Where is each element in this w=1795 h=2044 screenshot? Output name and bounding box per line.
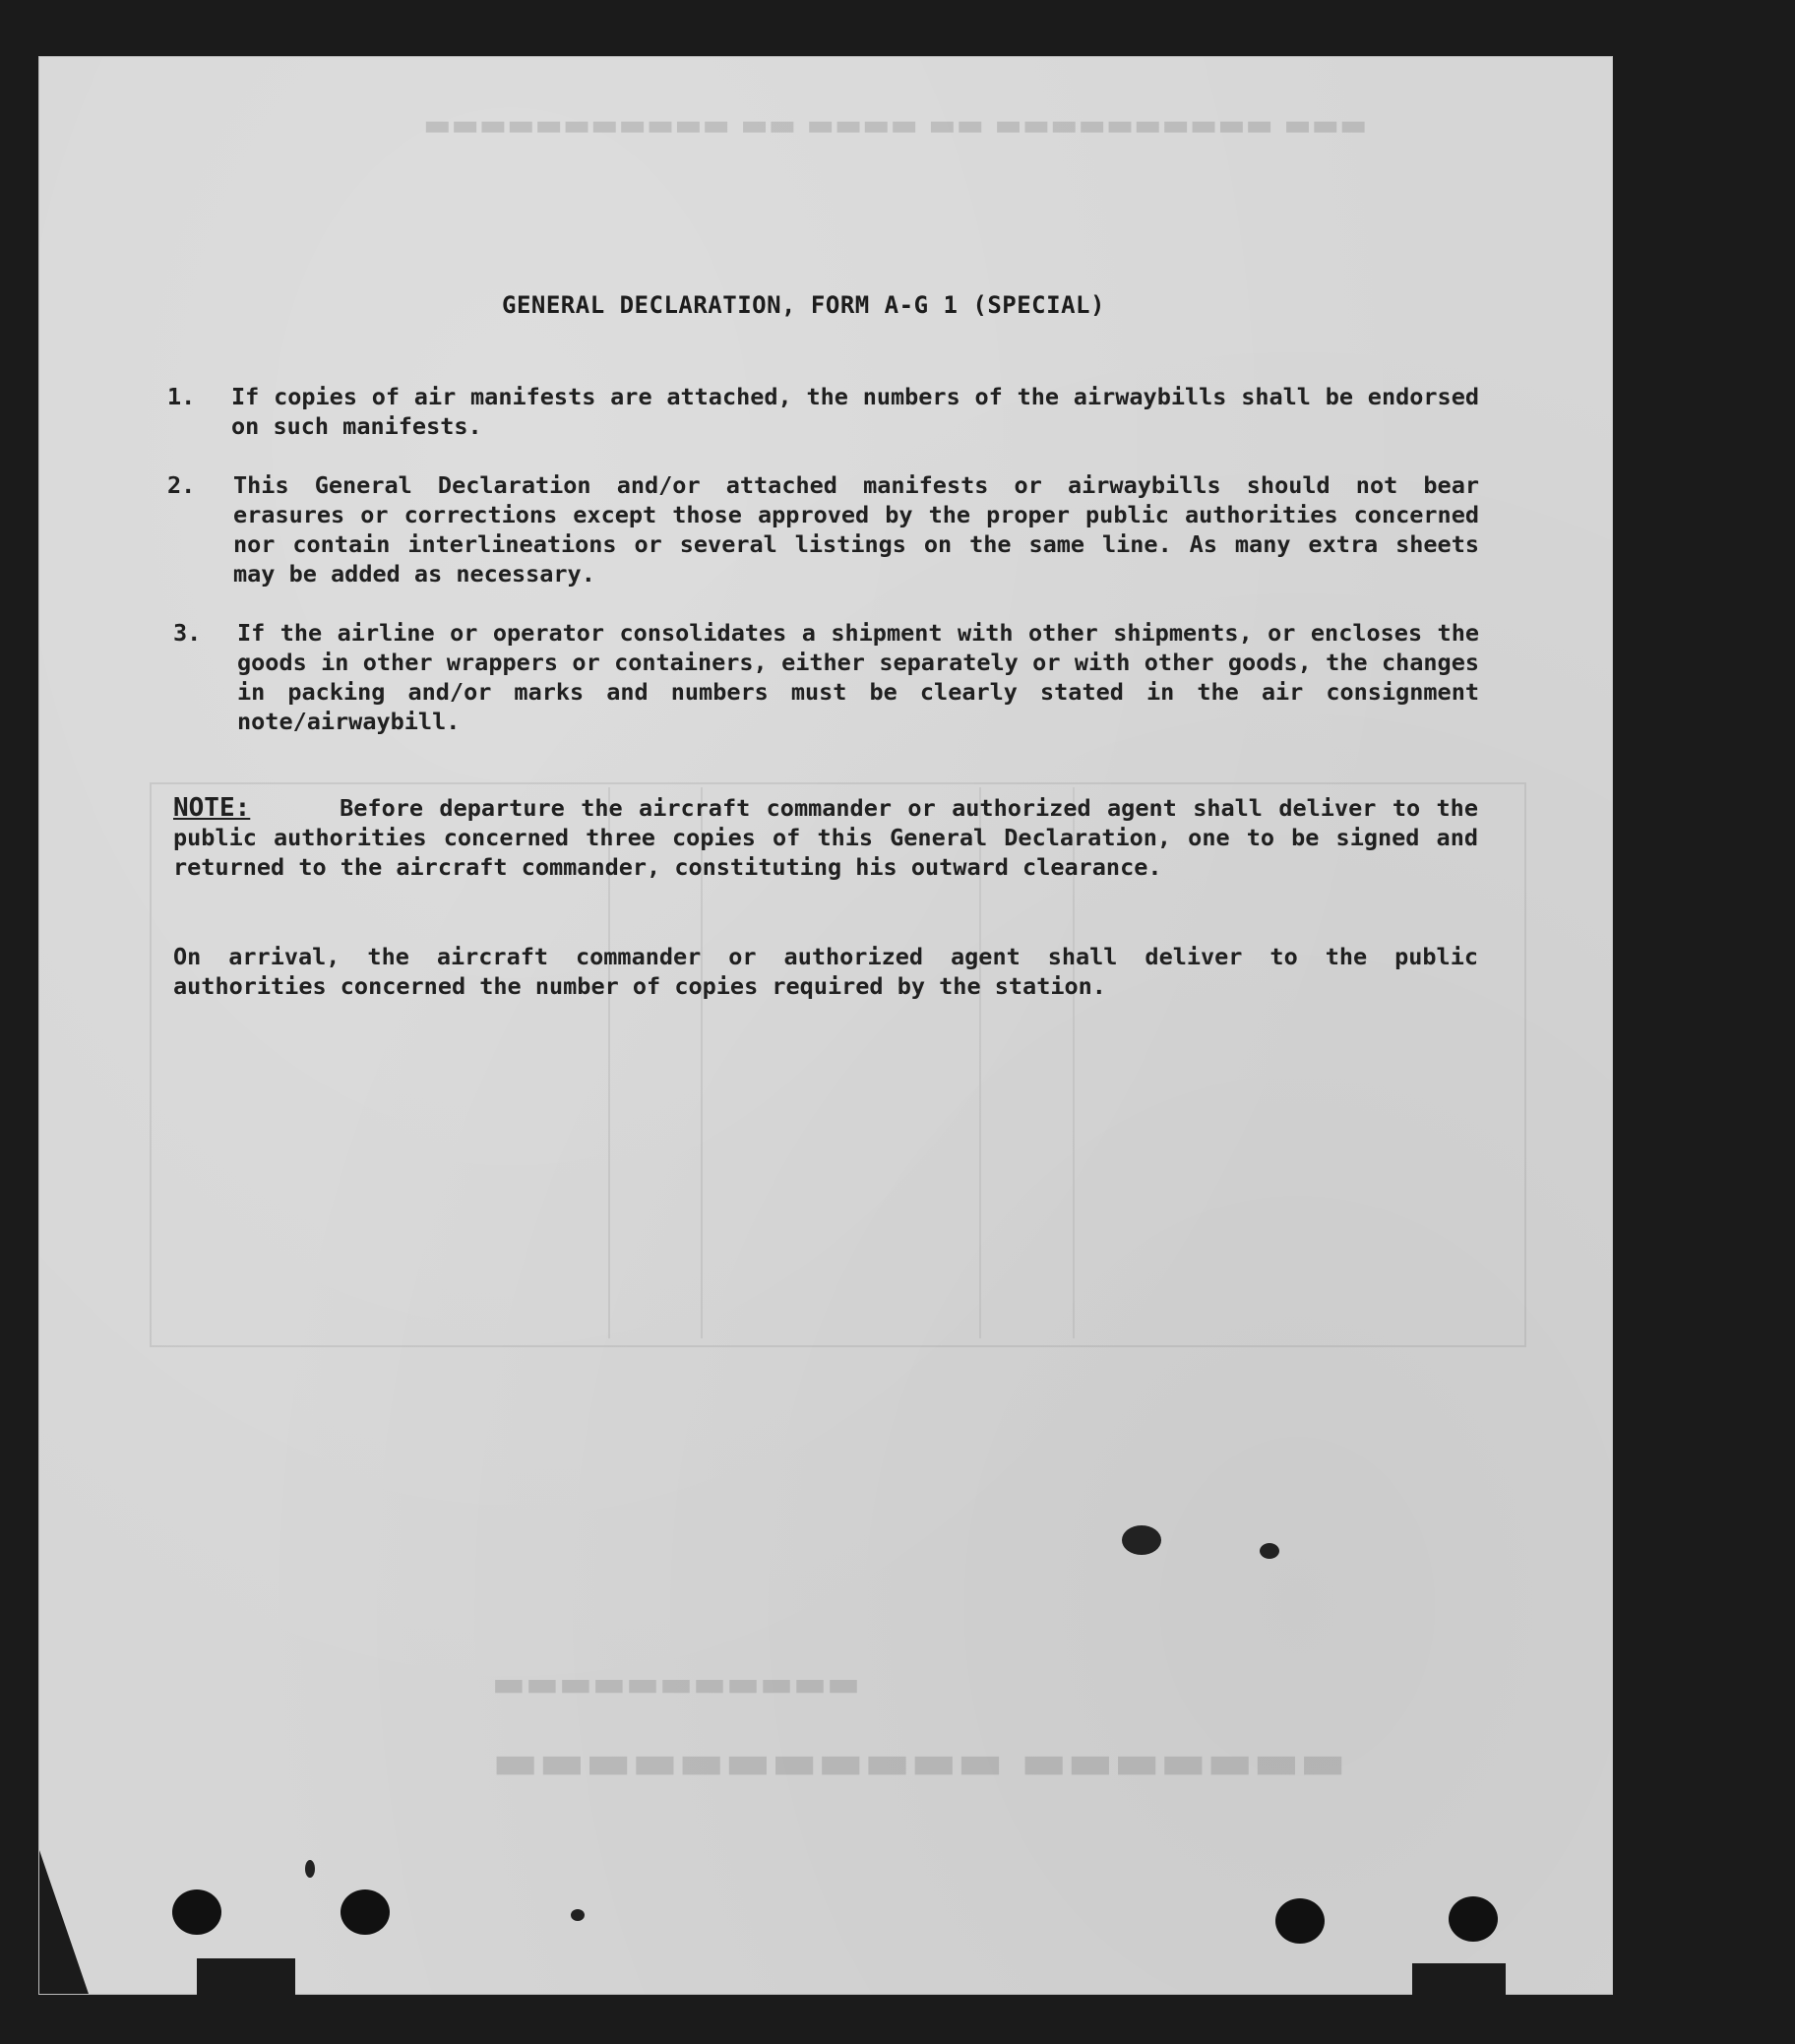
torn-corner [39, 1850, 89, 1994]
ink-smudge [305, 1860, 315, 1878]
bleed-through-mark: ▬▬▬▬▬▬▬▬▬▬▬ [492, 1663, 861, 1704]
punch-hole [1275, 1898, 1325, 1944]
binding-tab [1412, 1963, 1506, 1998]
item-text: If copies of air manifests are attached, the numbers of the airwaybills shall be endorsed on such manifests. [231, 383, 1479, 440]
item-number: 1. [167, 383, 196, 410]
item-number: 3. [173, 619, 202, 647]
item-text: This General Declaration and/or attached manifests or airwaybills should not bear erasures or corrections except those approved by the proper public authorities concerned nor contain interlineations or several listings on the same line. As many extra sheets may be added as necessary. [233, 471, 1479, 588]
bleed-through-mark: ▬▬▬ ▬▬▬▬▬▬▬▬▬▬ ▬▬ ▬▬▬▬ ▬▬ ▬▬▬▬▬▬▬▬▬▬▬ [423, 108, 1368, 143]
item-number: 2. [167, 471, 196, 499]
item-text: If the airline or operator consolidates a shipment with other shipments, or encloses the goods in other wrappers or containers, either separately or with other goods, the changes in packing and/or marks and numbers must be clearly stated in the air consignment note/airwaybill. [237, 619, 1479, 735]
punch-hole [340, 1889, 390, 1935]
document-title: GENERAL DECLARATION, FORM A-G 1 (SPECIAL) [502, 291, 1105, 319]
binding-tab [197, 1958, 295, 1998]
ink-smudge [1260, 1543, 1279, 1559]
note-label: NOTE: [173, 793, 251, 823]
bleed-through-mark: ▬▬▬▬▬▬▬ ▬▬▬▬▬▬▬▬▬▬▬ [492, 1732, 1346, 1790]
note-paragraph [173, 793, 1478, 882]
punch-hole [1449, 1896, 1498, 1942]
note-text: Before departure the aircraft commander or authorized agent shall deliver to the public authorities concerned three copies of this General Declaration, one to be signed and returned to the aircraft commander, constituting his outward clearance. [173, 794, 1478, 881]
punch-hole [172, 1889, 221, 1935]
ink-smudge [571, 1909, 585, 1921]
ink-smudge [1122, 1525, 1161, 1555]
arrival-paragraph: On arrival, the aircraft commander or authorized agent shall deliver to the public authorities concerned the number of copies required by the station. [173, 943, 1478, 1000]
